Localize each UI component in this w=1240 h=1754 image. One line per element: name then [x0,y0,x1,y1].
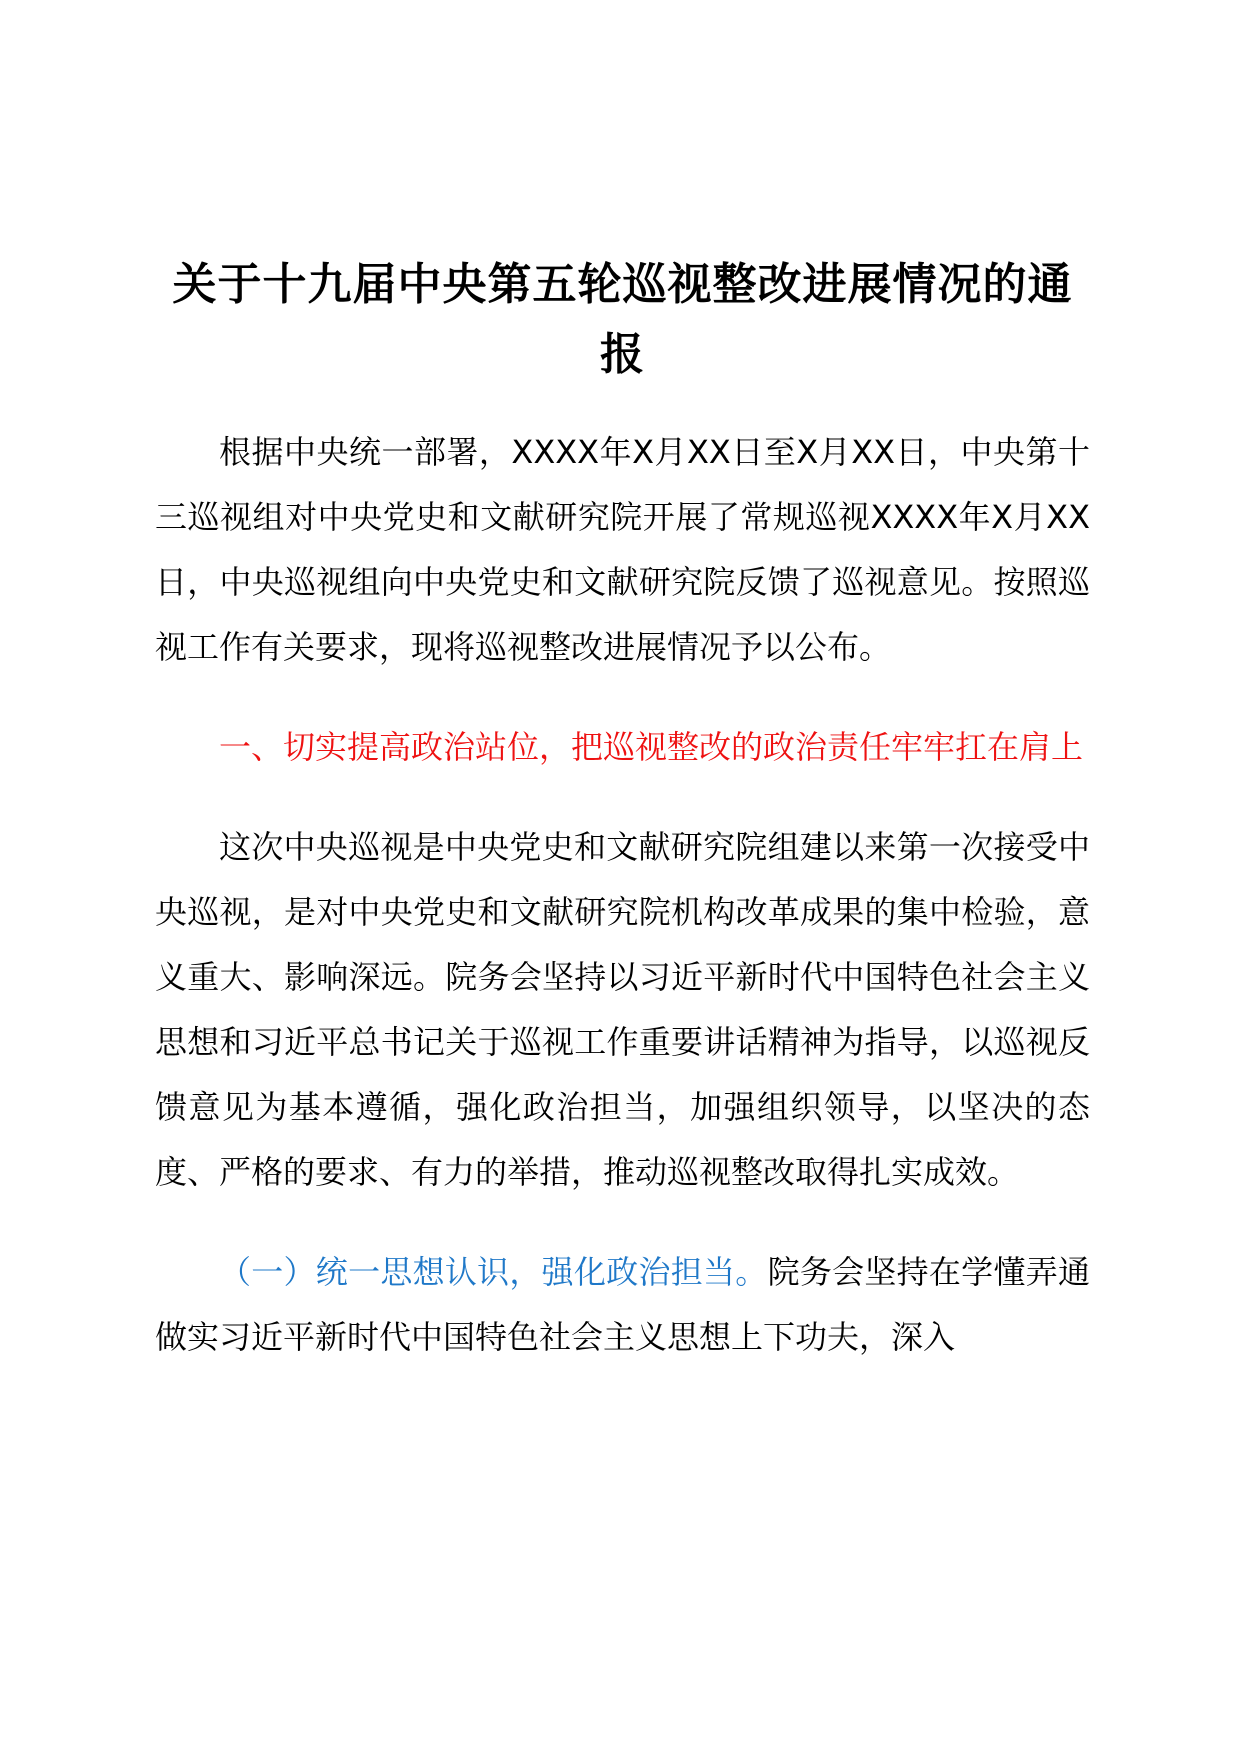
intro-paragraph: 根据中央统一部署，XXXX年X月XX日至X月XX日，中央第十三巡视组对中央党史和文献研究院开展了常规巡视XXXX年X月XX日，中央巡视组向中央党史和文献研究院反馈了巡视意见。按照巡视工作有关要求，现将巡视整改进展情况予以公布。 [155,433,1090,666]
document-body [155,250,1090,1370]
document-title: 关于十九届中央第五轮巡视整改进展情况的通报 [172,259,1073,380]
subsection-1-heading: （一）统一思想认识，强化政治担当。 [219,1253,768,1291]
section-1-paragraph: 这次中央巡视是中央党史和文献研究院组建以来第一次接受中央巡视，是对中央党史和文献研究院机构改革成果的集中检验，意义重大、影响深远。院务会坚持以习近平新时代中国特色社会主义思想和习近平总书记关于巡视工作重要讲话精神为指导，以巡视反馈意见为基本遵循，强化政治担当，加强组织领导，以坚决的态度、严格的要求、有力的举措，推动巡视整改取得扎实成效。 [155,828,1090,1191]
subsection-1-paragraph [155,1240,1090,1370]
subsection-1-text: 院务会坚持在学懂弄通做实习近平新时代中国特色社会主义思想上下功夫，深入 [155,1253,1090,1356]
section-1-heading: 一、切实提高政治站位，把巡视整改的政治责任牢牢扛在肩上 [219,728,1084,766]
